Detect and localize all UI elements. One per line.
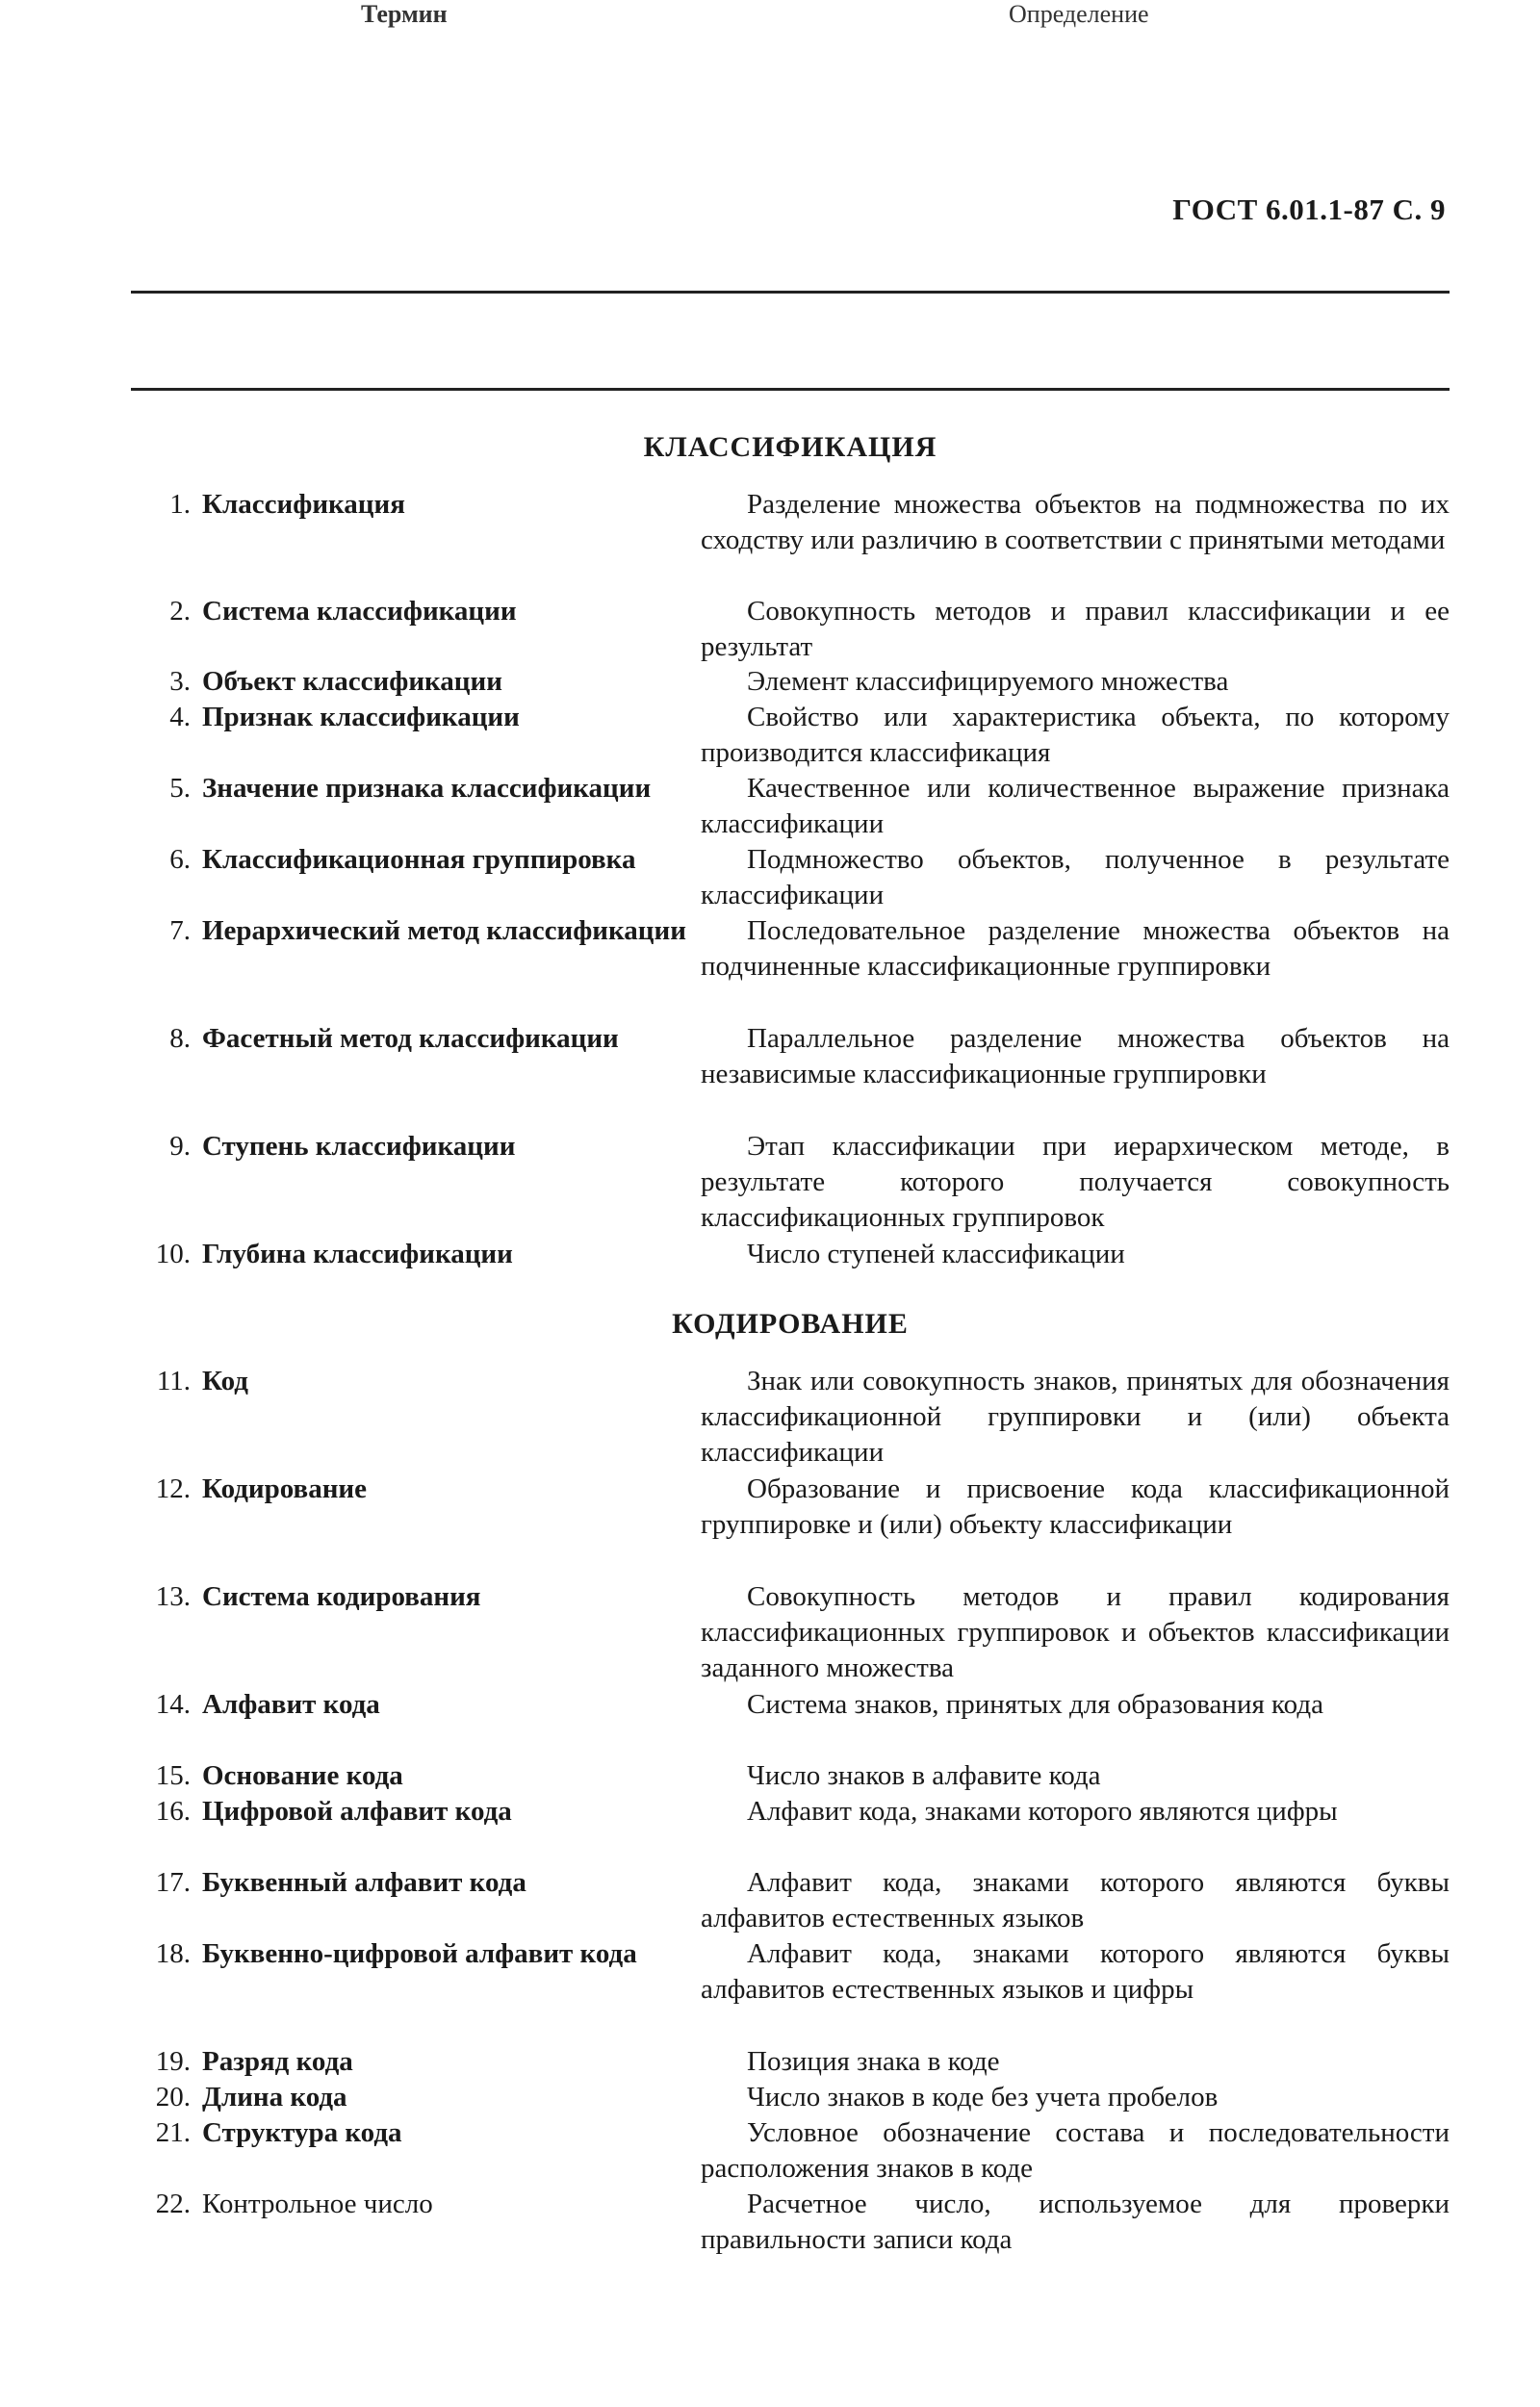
- entry-number: 11.: [156, 1366, 191, 1396]
- column-header-term: Термин: [361, 0, 448, 28]
- entry-definition: Число знаков в коде без учета пробелов: [747, 2082, 1219, 2113]
- entry-term: Система кодирования: [202, 1581, 481, 1612]
- entry-term: Буквенно-цифровой алфавит кода: [202, 1938, 637, 1969]
- entry-definition: Алфавит кода, знаками которого являются цифры: [747, 1796, 1338, 1827]
- entry-number: 12.: [155, 1473, 191, 1504]
- entry-number: 21.: [155, 2117, 191, 2148]
- entry-term: Объект классификации: [202, 666, 502, 697]
- entry-term: Глубина классификации: [202, 1239, 513, 1269]
- entry-definition: Разделение множества объектов на подмножества по их сходству или различию в соответствии с принятыми методами: [701, 489, 1450, 555]
- entry-number: 17.: [155, 1867, 191, 1898]
- entry-definition: Качественное или количественное выражение признака классификации: [701, 773, 1450, 839]
- entry-definition: Этап классификации при иерархическом методе, в результате которого получается совокупность классификационных группировок: [701, 1131, 1450, 1233]
- entry-number: 3.: [169, 666, 191, 697]
- entry-definition: Свойство или характеристика объекта, по которому производится классификация: [701, 702, 1450, 768]
- section-title-classification: КЛАССИФИКАЦИЯ: [643, 431, 937, 463]
- entry-definition: Условное обозначение состава и последовательности расположения знаков в коде: [701, 2117, 1450, 2184]
- entry-number: 16.: [155, 1796, 191, 1827]
- entry-definition: Образование и присвоение кода классификационной группировке и (или) объекту классификации: [701, 1473, 1450, 1540]
- entry-definition: Последовательное разделение множества объектов на подчиненные классификационные группировки: [701, 915, 1450, 982]
- entry-number: 8.: [169, 1023, 191, 1054]
- entry-term: Контрольное число: [202, 2189, 433, 2219]
- page-header: ГОСТ 6.01.1-87 С. 9: [1172, 192, 1446, 226]
- entry-term: Значение признака классификации: [202, 773, 652, 804]
- entry-term: Ступень классификации: [202, 1131, 516, 1162]
- entry-definition: Совокупность методов и правил классификации и ее результат: [701, 596, 1450, 662]
- entry-number: 5.: [169, 773, 191, 804]
- entry-definition: Число знаков в алфавите кода: [747, 1760, 1101, 1791]
- entry-term: Классификационная группировка: [202, 844, 636, 875]
- column-header-definition: Определение: [1009, 0, 1149, 28]
- entry-definition: Совокупность методов и правил кодирования классификационных группировок и объектов классификации заданного множества: [701, 1581, 1450, 1683]
- entry-term: Кодирование: [202, 1473, 367, 1504]
- entry-term: Длина кода: [202, 2082, 347, 2113]
- entry-term: Алфавит кода: [202, 1689, 380, 1720]
- entry-term: Разряд кода: [202, 2046, 353, 2077]
- entry-number: 13.: [155, 1581, 191, 1612]
- entry-number: 4.: [169, 702, 191, 732]
- entry-number: 20.: [155, 2082, 191, 2113]
- entry-definition: Подмножество объектов, полученное в результате классификации: [701, 844, 1450, 910]
- entry-number: 9.: [169, 1131, 191, 1162]
- entry-term: Иерархический метод классификации: [202, 915, 686, 946]
- entry-number: 22.: [155, 2189, 191, 2219]
- entry-number: 18.: [155, 1938, 191, 1969]
- entry-definition: Параллельное разделение множества объектов на независимые классификационные группировки: [701, 1023, 1450, 1089]
- table-header-rule: [131, 388, 1450, 391]
- entry-number: 7.: [169, 915, 191, 946]
- entry-number: 15.: [155, 1760, 191, 1791]
- entry-number: 14.: [155, 1689, 191, 1720]
- entry-number: 19.: [155, 2046, 191, 2077]
- entry-number: 10.: [155, 1239, 191, 1269]
- entry-term: Структура кода: [202, 2117, 402, 2148]
- entry-definition: Расчетное число, используемое для проверки правильности записи кода: [701, 2189, 1450, 2255]
- entry-term: Система классификации: [202, 596, 517, 627]
- entry-term: Основание кода: [202, 1760, 403, 1791]
- table-top-rule: [131, 291, 1450, 294]
- entry-definition: Алфавит кода, знаками которого являются буквы алфавитов естественных языков и цифры: [701, 1938, 1450, 2005]
- entry-number: 6.: [169, 844, 191, 875]
- entry-definition: Число ступеней классификации: [747, 1239, 1125, 1269]
- entry-definition: Элемент классифицируемого множества: [747, 666, 1229, 697]
- section-title-coding: КОДИРОВАНИЕ: [672, 1308, 909, 1340]
- entry-definition: Знак или совокупность знаков, принятых для обозначения классификационной группировки и (или) объекта классификации: [701, 1366, 1450, 1468]
- entry-term: Фасетный метод классификации: [202, 1023, 619, 1054]
- entry-definition: Позиция знака в коде: [747, 2046, 1000, 2077]
- entry-term: Буквенный алфавит кода: [202, 1867, 526, 1898]
- entry-definition: Система знаков, принятых для образования кода: [747, 1689, 1323, 1720]
- entry-term: Признак классификации: [202, 702, 520, 732]
- entry-term: Классификация: [202, 489, 405, 520]
- entry-number: 1.: [169, 489, 191, 520]
- entry-term: Код: [202, 1366, 248, 1396]
- entry-number: 2.: [169, 596, 191, 627]
- entry-term: Цифровой алфавит кода: [202, 1796, 512, 1827]
- entry-definition: Алфавит кода, знаками которого являются буквы алфавитов естественных языков: [701, 1867, 1450, 1933]
